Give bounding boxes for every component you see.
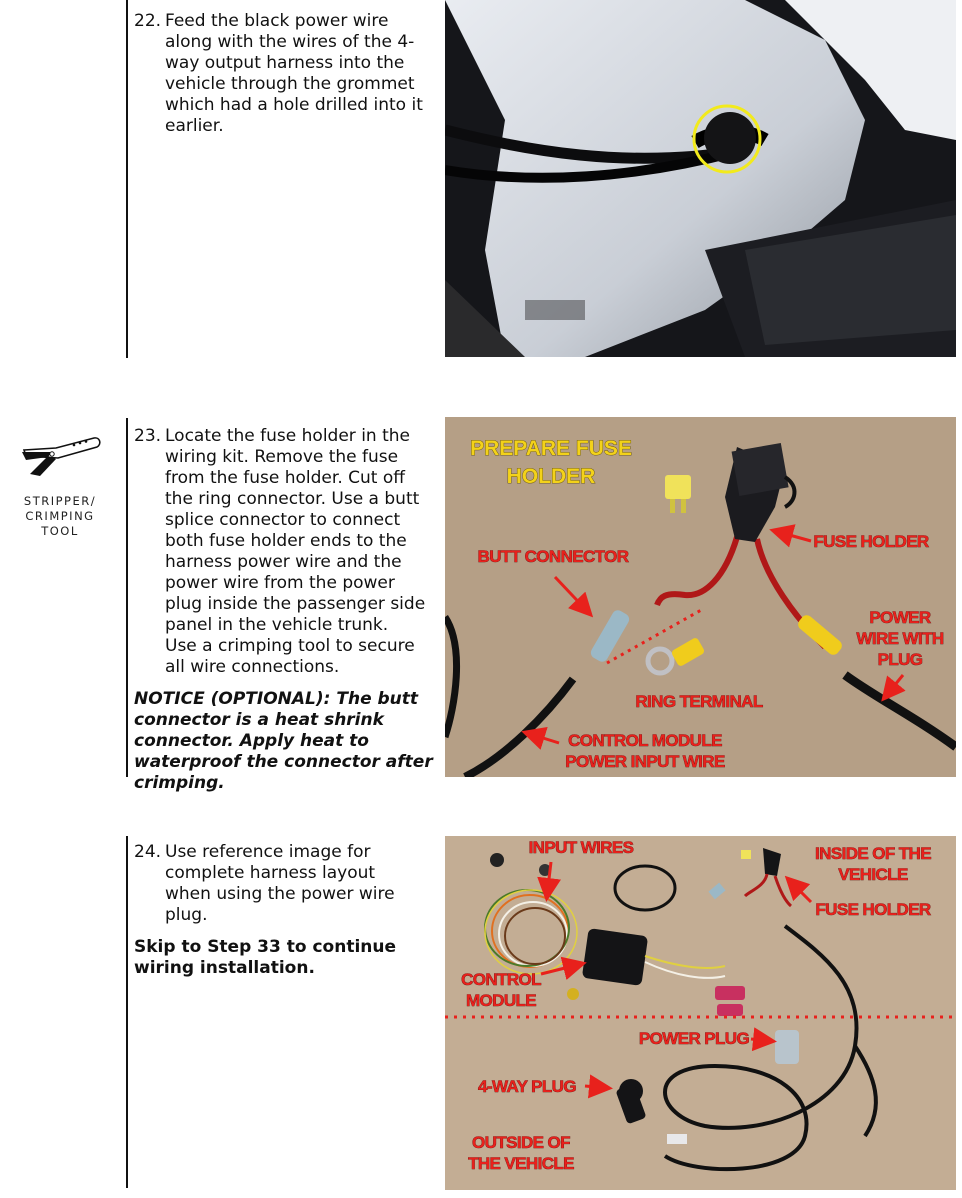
input-wires-label: INPUT WIRES [528,838,634,857]
line: plug inside the passenger side [165,594,426,614]
fuse-photo-title-line: HOLDER [506,465,596,488]
control-module-label-line: CONTROL [461,970,541,989]
power-wire-plug-label-line: WIRE WITH [856,629,944,648]
butt-connector-label: BUTT CONNECTOR [477,547,629,566]
step-number: 22. [134,11,162,31]
step-number: 24. [134,842,162,862]
line: along with the wires of the 4- [165,32,415,52]
line: Locate the fuse holder in the [165,426,410,446]
step-23 [134,426,434,794]
step-number: 23. [134,426,162,446]
tool-label-line: CRIMPING [25,509,95,523]
line: way output harness into the [165,53,405,73]
power-plug-label: POWER PLUG [638,1029,750,1048]
control-module-power-label-line: POWER INPUT WIRE [565,752,725,771]
step-24-rule [126,836,128,1188]
line: Skip to Step 33 to continue [134,937,397,957]
inside-vehicle-label-line: VEHICLE [838,865,908,884]
step-text [165,11,434,137]
line: vehicle through the grommet [165,74,415,94]
inside-vehicle-label-line: INSIDE OF THE [815,844,931,863]
tool-label-line: STRIPPER/ [23,494,97,508]
line: NOTICE (OPTIONAL): The butt [134,689,419,709]
grommet-photo [445,0,956,357]
four-way-plug-label: 4-WAY PLUG [478,1077,576,1096]
line: splice connector to connect [165,510,401,530]
fuse-holder-label: FUSE HOLDER [815,900,931,919]
harness-layout-photo [445,836,956,1190]
tool-callout [18,432,102,539]
power-wire-plug-label-line: POWER [869,608,931,627]
line: connector. Apply heat to [134,731,369,751]
outside-vehicle-label-line: OUTSIDE OF [472,1133,570,1152]
tool-label-line: TOOL [41,524,79,538]
step-24 [134,842,434,979]
step-text [165,842,434,926]
fuse-photo-title-line: PREPARE FUSE [470,437,632,460]
line: Use reference image for [165,842,371,862]
line: Use a crimping tool to secure [165,636,415,656]
ring-terminal-label: RING TERMINAL [635,692,763,711]
line: all wire connections. [165,657,340,677]
fuse-holder-label: FUSE HOLDER [813,532,929,551]
control-module-label-line: MODULE [465,991,537,1010]
line: both fuse holder ends to the [165,531,407,551]
outside-vehicle-label-line: THE VEHICLE [468,1154,574,1173]
line: when using the power wire [165,884,395,904]
line: earlier. [165,116,224,136]
line: waterproof the connector after [134,752,433,772]
power-wire-plug-label-line: PLUG [877,650,923,669]
line: wiring installation. [134,958,315,978]
line: which had a hole drilled into it [165,95,423,115]
stripper-crimping-tool-icon [18,432,102,484]
step-22-rule [126,0,128,358]
line: power wire from the power [165,573,395,593]
line: Feed the black power wire [165,11,389,31]
step-23-rule [126,418,128,777]
line: harness power wire and the [165,552,402,572]
line: the ring connector. Use a butt [165,489,420,509]
step-22 [134,11,434,137]
control-module-power-label-line: CONTROL MODULE [568,731,722,750]
notice-optional [134,689,434,794]
line: complete harness layout [165,863,376,883]
line: plug. [165,905,208,925]
line: panel in the vehicle trunk. [165,615,389,635]
line: connector is a heat shrink [134,710,384,730]
step-text [165,426,434,678]
line: from the fuse holder. Cut off [165,468,405,488]
skip-note [134,937,434,979]
line: wiring kit. Remove the fuse [165,447,399,467]
fuse-holder-photo [445,417,956,777]
line: crimping. [134,773,225,793]
